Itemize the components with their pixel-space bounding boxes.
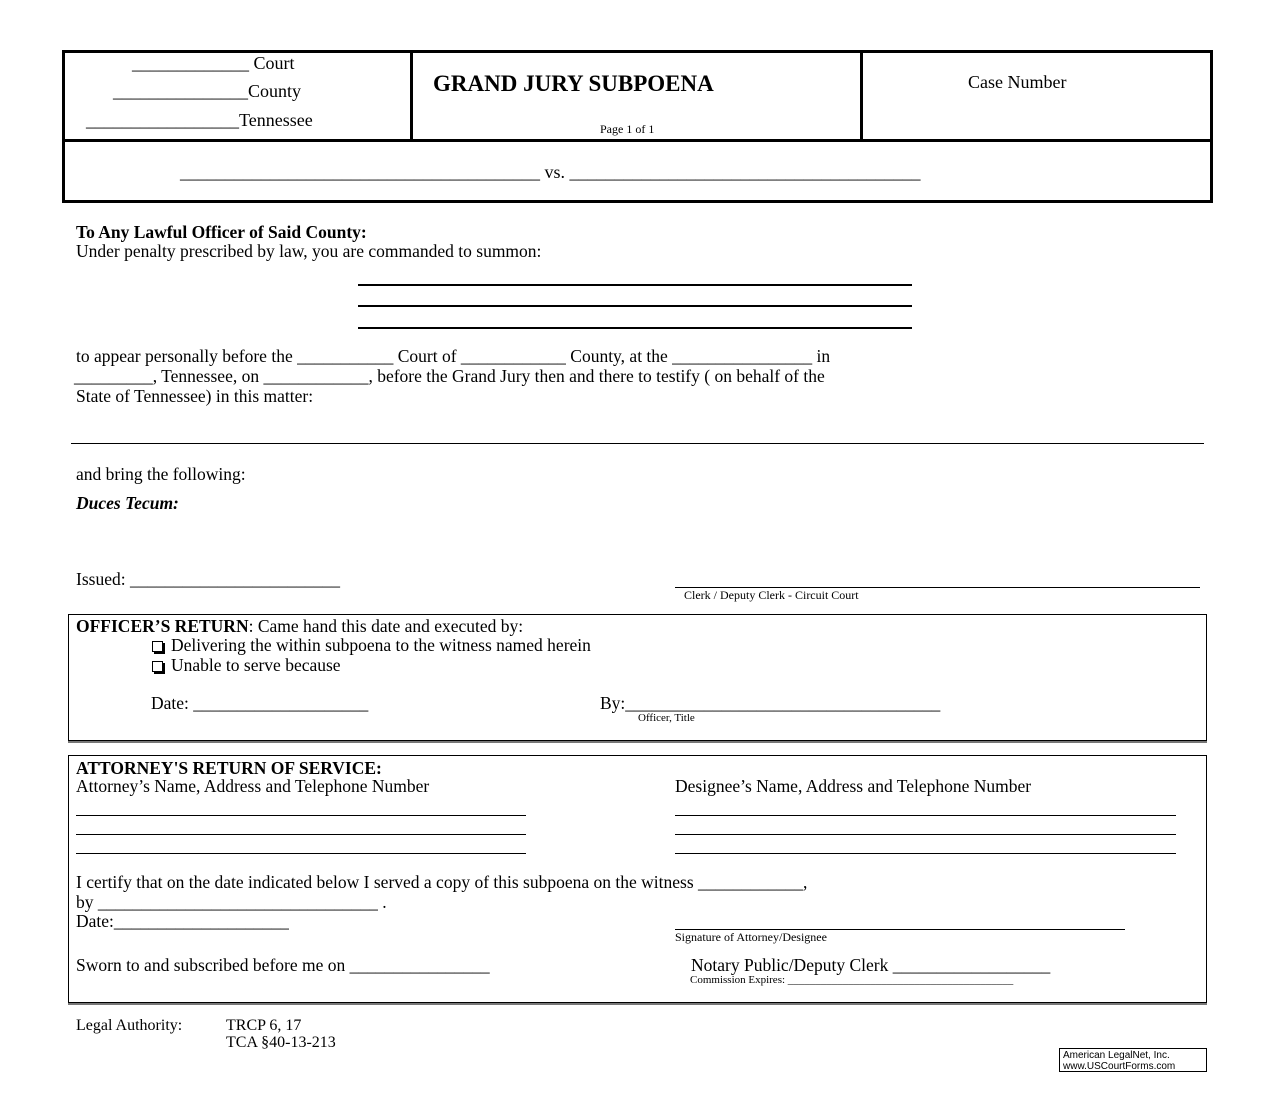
officer-date-field[interactable]: Date: ____________________ <box>151 693 369 713</box>
summon-line-3[interactable] <box>358 327 912 329</box>
unable-checkbox[interactable] <box>152 661 163 672</box>
county-blank: _______________ <box>113 81 248 101</box>
header-divider-left <box>410 50 413 141</box>
header-divider-right <box>860 50 863 141</box>
appear-text-line-3: State of Tennessee) in this matter: <box>76 386 314 406</box>
attorney-info-line-3[interactable] <box>76 853 526 854</box>
attorney-info-line-2[interactable] <box>76 834 526 835</box>
vs-label: vs. <box>544 162 566 182</box>
officer-return-heading-rest: : Came hand this date and executed by: <box>248 616 524 636</box>
addressee: To Any Lawful Officer of Said County: <box>76 222 367 242</box>
plaintiff-blank: ________________________________________ <box>180 162 540 182</box>
option-unable[interactable] <box>152 655 341 676</box>
summon-line-1[interactable] <box>358 284 912 286</box>
publisher-url: www.USCourtForms.com <box>1063 1061 1176 1072</box>
attorney-info-label: Attorney’s Name, Address and Telephone Number <box>76 776 430 796</box>
court-field[interactable] <box>132 53 295 74</box>
legal-rule-2: TCA §40-13-213 <box>226 1034 336 1051</box>
officer-title-label: Officer, Title <box>638 712 695 724</box>
option-delivering[interactable] <box>152 635 591 656</box>
matter-line[interactable] <box>71 443 1204 444</box>
designee-info-line-1[interactable] <box>675 815 1176 816</box>
form-title: GRAND JURY SUBPOENA <box>433 71 714 96</box>
certify-date-field[interactable]: Date:____________________ <box>76 911 289 931</box>
designee-info-line-2[interactable] <box>675 834 1176 835</box>
delivering-checkbox[interactable] <box>152 641 163 652</box>
header-divider <box>62 139 1213 142</box>
court-blank: _____________ <box>132 53 249 73</box>
state-blank: _________________ <box>86 110 239 130</box>
certify-text[interactable]: I certify that on the date indicated below I served a copy of this subpoena on the witness ____________, <box>76 872 808 892</box>
attorney-info-line-1[interactable] <box>76 815 526 816</box>
sworn-field[interactable]: Sworn to and subscribed before me on ________________ <box>76 955 490 975</box>
appear-text-line-2: _________, Tennessee, on ____________, before the Grand Jury then and there to testify ( on behalf of the <box>74 366 825 386</box>
designee-info-label: Designee’s Name, Address and Telephone Number <box>675 776 1032 796</box>
officer-return-heading: OFFICER’S RETURN <box>76 616 249 636</box>
legal-rule-1: TRCP 6, 17 <box>226 1017 302 1034</box>
legal-authority-label: Legal Authority: <box>76 1017 183 1034</box>
state-field[interactable] <box>86 110 313 131</box>
court-label: Court <box>253 53 295 73</box>
summon-line-2[interactable] <box>358 305 912 307</box>
county-field[interactable] <box>113 81 301 102</box>
appear-text-line-1: to appear personally before the ___________ Court of ____________ County, at the ________________ in <box>76 346 831 366</box>
bring-label: and bring the following: <box>76 464 246 484</box>
officer-by-field[interactable]: By:____________________________________ <box>600 693 941 713</box>
commission-expires-field[interactable]: Commission Expires: _________________________________________ <box>690 974 1014 986</box>
clerk-label: Clerk / Deputy Clerk - Circuit Court <box>684 588 859 602</box>
attorney-return-heading: ATTORNEY'S RETURN OF SERVICE: <box>76 758 382 778</box>
parties-line[interactable] <box>180 162 921 183</box>
issued-field[interactable]: Issued: ________________________ <box>76 569 340 589</box>
duces-tecum-label: Duces Tecum: <box>76 493 179 513</box>
page-info: Page 1 of 1 <box>600 122 655 136</box>
unable-label: Unable to serve because <box>171 655 341 675</box>
publisher-badge[interactable] <box>1059 1048 1207 1072</box>
officer-return-heading-row <box>76 616 523 637</box>
notary-field[interactable]: Notary Public/Deputy Clerk __________________ <box>691 955 1051 975</box>
signature-label: Signature of Attorney/Designee <box>675 930 827 944</box>
defendant-blank: _______________________________________ <box>569 162 921 182</box>
case-number-label: Case Number <box>968 72 1067 92</box>
certify-by-field[interactable]: by ________________________________ . <box>76 892 387 912</box>
summon-instruction: Under penalty prescribed by law, you are commanded to summon: <box>76 241 542 261</box>
county-label: County <box>248 81 302 101</box>
publisher-name: American LegalNet, Inc. <box>1063 1050 1170 1061</box>
delivering-label: Delivering the within subpoena to the witness named herein <box>171 635 591 655</box>
state-label: Tennessee <box>239 110 313 130</box>
designee-info-line-3[interactable] <box>675 853 1176 854</box>
